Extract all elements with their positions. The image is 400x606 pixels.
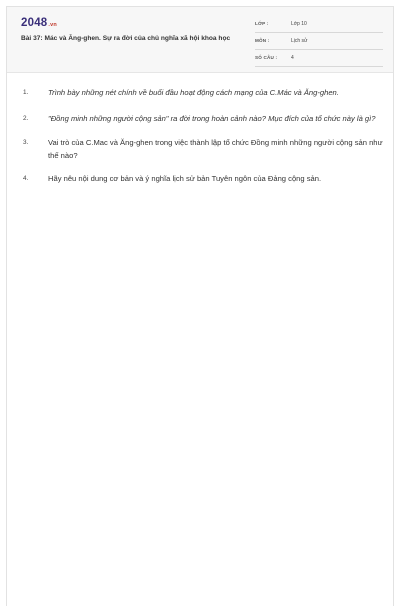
question-number: 1.: [23, 89, 29, 96]
question-number: 2.: [23, 114, 29, 122]
logo-text: 2048: [21, 17, 48, 29]
question-number: 3.: [23, 139, 29, 146]
grade-label: LỚP :: [255, 21, 269, 26]
question-item: [23, 173, 383, 186]
grade-value: Lớp 10: [291, 21, 307, 27]
question-list: [23, 87, 383, 186]
lesson-title: Bài 37: Mác và Ăng-ghen. Sự ra đời của chủ nghĩa xã hội khoa học: [21, 35, 231, 42]
meta-row-question-count: [255, 52, 383, 67]
question-count-value: 4: [291, 55, 294, 61]
meta-info: [255, 18, 383, 69]
subject-value: Lịch sử: [291, 38, 308, 44]
worksheet-page: [6, 6, 394, 606]
logo-suffix: .vn: [48, 22, 57, 28]
worksheet-header: [7, 7, 393, 73]
site-logo[interactable]: [21, 17, 57, 29]
question-text: Hãy nêu nội dung cơ bản và ý nghĩa lịch sử bản Tuyên ngôn của Đảng cộng sản.: [48, 174, 322, 183]
question-item: [23, 137, 383, 162]
question-text: Trình bày những nét chính về buổi đầu hoạt động cách mạng của C.Mác và Ăng-ghen.: [48, 88, 339, 97]
question-text: Vai trò của C.Mac và Ăng-ghen trong việc thành lập tổ chức Đồng minh những người cộng sản như thế nào?: [48, 138, 383, 160]
subject-label: MÔN :: [255, 38, 270, 43]
meta-row-subject: [255, 35, 383, 50]
question-count-label: SỐ CÂU :: [255, 55, 278, 60]
meta-row-grade: [255, 18, 383, 33]
question-item: [23, 113, 383, 126]
question-number: 4.: [23, 175, 29, 182]
question-item: [23, 87, 383, 100]
question-text: "Đồng minh những người cộng sản" ra đời trong hoàn cảnh nào? Mục đích của tổ chức này là gì?: [48, 113, 376, 123]
